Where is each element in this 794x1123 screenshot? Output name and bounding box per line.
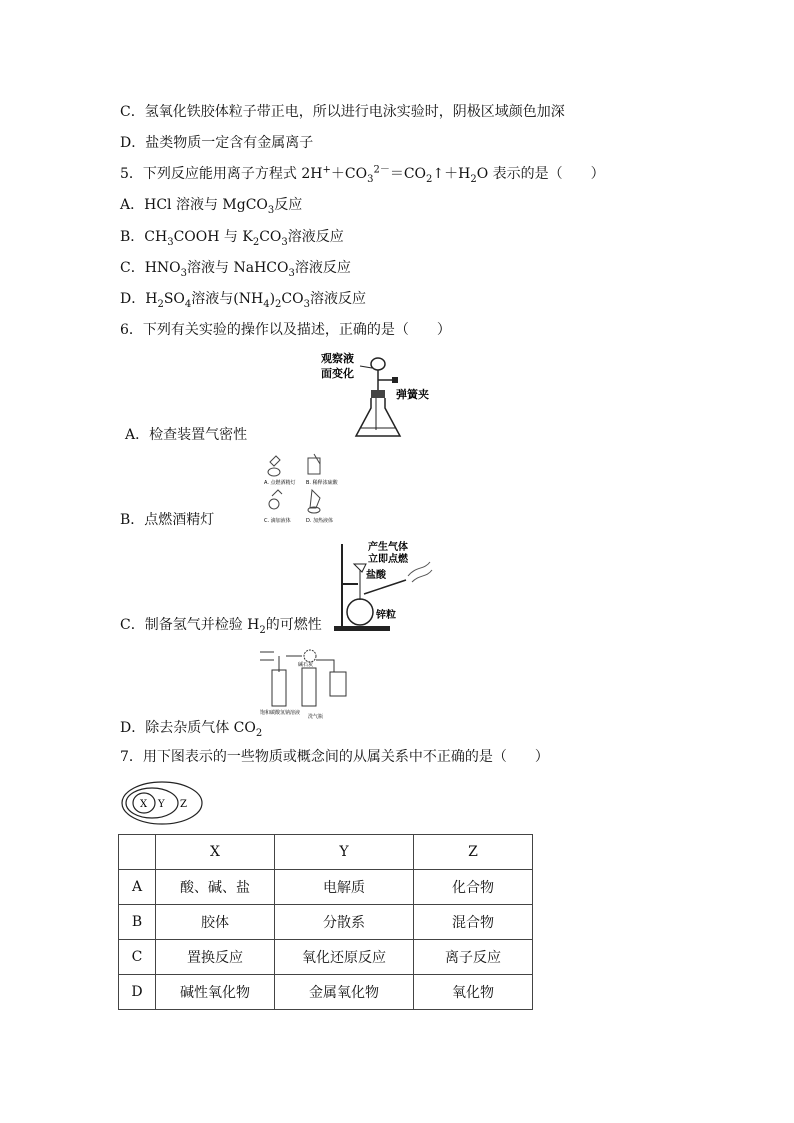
table-cell: 氧化物 [414, 975, 533, 1010]
table-cell: 混合物 [414, 905, 533, 940]
venn-z-label: Z [180, 799, 187, 810]
q4-option-c: C．氢氧化铁胶体粒子带正电，所以进行电泳实验时，阴极区域颜色加深 [120, 104, 565, 120]
table-cell: 化合物 [414, 870, 533, 905]
q5-option-b: B．$CH_3COOH$ 与 $K_2CO_3$溶液反应 [120, 229, 344, 248]
table-cell: 氧化还原反应 [275, 940, 414, 975]
table-cell: 分散系 [275, 905, 414, 940]
venn-x-label: X [140, 799, 148, 810]
fig-d-label-1: 饱和碳酸氢钠溶液 [260, 710, 301, 716]
table-header-cell: X [156, 835, 275, 870]
table-row [119, 975, 533, 1010]
fig-b-label-2: B. 稀释浓硫酸 [306, 480, 338, 486]
table-cell: 金属氧化物 [275, 975, 414, 1010]
fig-d-label-2: 碱石灰 [298, 662, 314, 668]
q5-stem: 5．下列反应能用离子方程式 $2H^++CO_3^{2-}=CO_2↑+H_2O$ 表示的是（ ） [120, 164, 605, 185]
figure-airtightness-check [318, 350, 438, 442]
venn-y-ring [126, 788, 178, 818]
fig-b-label-3: C. 滴加液体 [264, 518, 291, 524]
fig-a-label-1: 观察液 [321, 352, 354, 365]
fig-b-label-1: A. 点燃酒精灯 [264, 480, 296, 486]
q5-option-c: C．$HNO_3$溶液与 NaHCO$_3$溶液反应 [120, 260, 351, 279]
table-cell: 酸、碱、盐 [156, 870, 275, 905]
fig-c-label-3: 盐酸 [366, 570, 386, 581]
q4-option-d: D．盐类物质一定含有金属离子 [120, 135, 314, 151]
q6-option-b: B．点燃酒精灯 [120, 512, 215, 528]
q5-option-d: D．$H_2SO_4$溶液与$(NH_4)_2CO_3$溶液反应 [120, 291, 366, 310]
table-cell: 胶体 [156, 905, 275, 940]
figure-hydrogen-apparatus [328, 540, 436, 634]
table-cell: 离子反应 [414, 940, 533, 975]
fig-b-label-4: D. 加热液体 [306, 518, 334, 524]
q5-option-a: A．HCl 溶液与 MgCO$_3$反应 [120, 197, 303, 216]
fig-a-label-3: 弹簧夹 [396, 388, 429, 401]
table-row [119, 870, 533, 905]
fig-c-label-4: 锌粒 [376, 610, 396, 621]
figure-experiment-panel [262, 452, 352, 526]
table-cell: D [119, 975, 156, 1010]
fig-c-label-1: 产生气体 [368, 542, 408, 553]
figure-gas-purification [258, 646, 366, 726]
table-cell: 电解质 [275, 870, 414, 905]
fig-a-label-2: 面变化 [321, 367, 354, 380]
table-row [119, 940, 533, 975]
venn-diagram [120, 780, 206, 828]
table-header-cell: Y [275, 835, 414, 870]
table-header-cell: Z [414, 835, 533, 870]
fig-c-label-2: 立即点燃 [368, 554, 408, 565]
table-cell: C [119, 940, 156, 975]
q6-stem: 6．下列有关实验的操作以及描述，正确的是（ ） [120, 322, 451, 338]
fig-d-label-3: 洗气瓶 [308, 714, 324, 720]
q6-option-c: C．制备氢气并检验 $H_2$的可燃性 [120, 617, 322, 636]
q6-option-a: A．检查装置气密性 [125, 427, 248, 443]
q6-option-d: D．除去杂质气体 $CO_2$ [120, 720, 263, 739]
classification-table [118, 834, 533, 1010]
venn-y-label: Y [158, 799, 165, 810]
table-cell: 置换反应 [156, 940, 275, 975]
q7-stem: 7．用下图表示的一些物质或概念间的从属关系中不正确的是（ ） [120, 749, 549, 765]
table-cell: A [119, 870, 156, 905]
table-row [119, 905, 533, 940]
table-cell: 碱性氧化物 [156, 975, 275, 1010]
table-header-row [119, 835, 533, 870]
table-cell: B [119, 905, 156, 940]
table-header-cell [119, 835, 156, 870]
